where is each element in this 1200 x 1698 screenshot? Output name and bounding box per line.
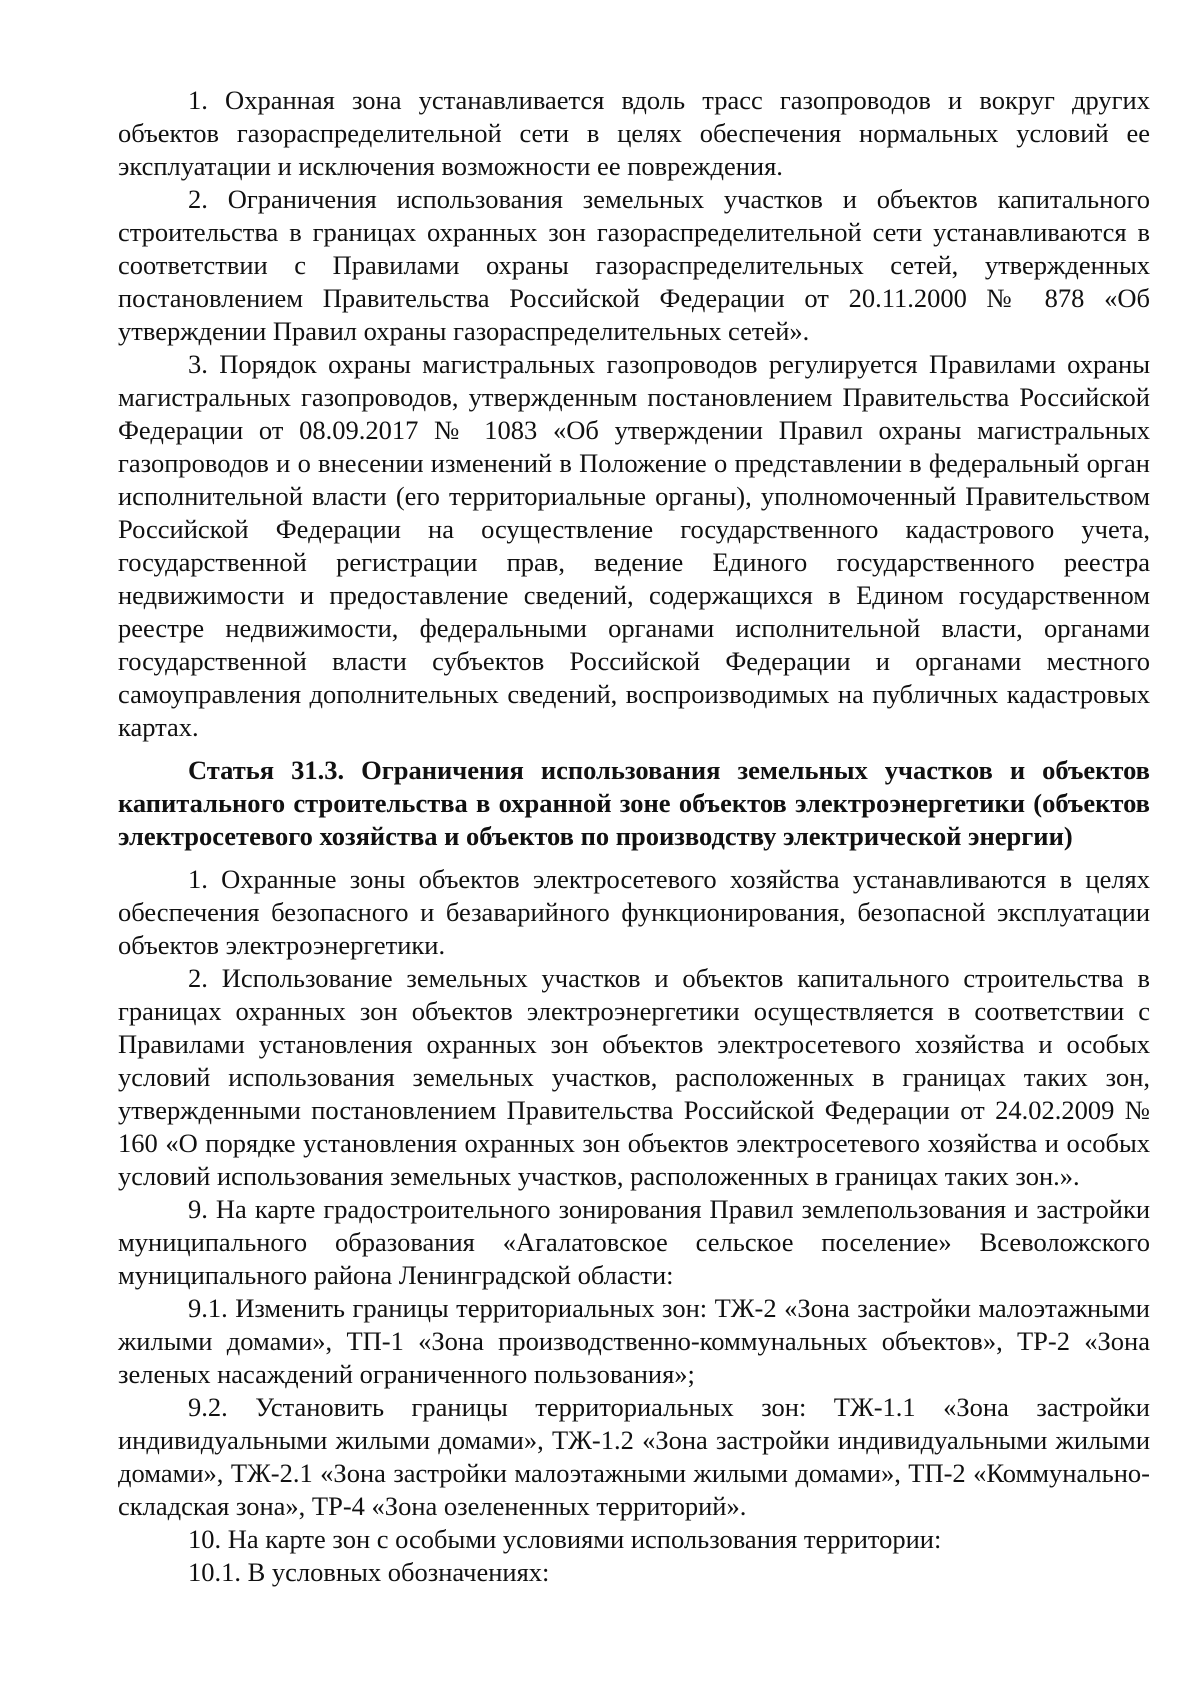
paragraph-item-9: 9. На карте градостроительного зонирования Правил землепользования и застройки муниципального образования «Агалатовское сельское поселение» Всеволожского муниципального района Ленинградской области: xyxy=(118,1194,1150,1290)
paragraph-item-9-1: 9.1. Изменить границы территориальных зон: ТЖ-2 «Зона застройки малоэтажными жилыми домами», ТП-1 «Зона производственно-коммунальных объектов», ТР-2 «Зона зеленых насаждений ограниченного пользования»; xyxy=(118,1293,1150,1389)
paragraph-item-10: 10. На карте зон с особыми условиями использования территории: xyxy=(188,1524,942,1554)
document-page xyxy=(118,84,1150,1589)
paragraph-gas-2: 2. Ограничения использования земельных участков и объектов капитального строительства в границах охранных зон газораспределительной сети устанавливаются в соответствии с Правилами охраны газораспределительных сетей, утвержденных постановлением Правительства Российской Федерации от 20.11.2000 № 878 «Об утверждении Правил охраны газораспределительных сетей». xyxy=(118,184,1150,346)
paragraph-item-10-1: 10.1. В условных обозначениях: xyxy=(188,1557,550,1587)
paragraph-gas-3: 3. Порядок охраны магистральных газопроводов регулируется Правилами охраны магистральных газопроводов, утвержденным постановлением Правительства Российской Федерации от 08.09.2017 № 1083 «Об утверждении Правил охраны магистральных газопроводов и о внесении изменений в Положение о представлении в федеральный орган исполнительной власти (его территориальные органы), уполномоченный Правительством Российской Федерации на осуществление государственного кадастрового учета, государственной регистрации прав, ведение Единого государственного реестра недвижимости и предоставление сведений, содержащихся в Едином государственном реестре недвижимости, федеральными органами исполнительной власти, органами государственной власти субъектов Российской Федерации и органами местного самоуправления дополнительных сведений, воспроизводимых на публичных кадастровых картах. xyxy=(118,349,1150,742)
article-heading: Статья 31.3. Ограничения использования земельных участков и объектов капитального строительства в охранной зоне объектов электроэнергетики (объектов электросетевого хозяйства и объектов по производству электрической энергии) xyxy=(118,755,1150,851)
paragraph-item-9-2: 9.2. Установить границы территориальных зон: ТЖ-1.1 «Зона застройки индивидуальными жилыми домами», ТЖ-1.2 «Зона застройки индивидуальными жилыми домами», ТЖ-2.1 «Зона застройки малоэтажными жилыми домами», ТП-2 «Коммунально-складская зона», ТР-4 «Зона озелененных территорий». xyxy=(118,1392,1150,1521)
paragraph-electric-1: 1. Охранные зоны объектов электросетевого хозяйства устанавливаются в целях обеспечения безопасного и безаварийного функционирования, безопасной эксплуатации объектов электроэнергетики. xyxy=(118,864,1150,960)
paragraph-gas-1: 1. Охранная зона устанавливается вдоль трасс газопроводов и вокруг других объектов газораспределительной сети в целях обеспечения нормальных условий ее эксплуатации и исключения возможности ее повреждения. xyxy=(118,85,1150,181)
paragraph-electric-2: 2. Использование земельных участков и объектов капитального строительства в границах охранных зон объектов электроэнергетики осуществляется в соответствии с Правилами установления охранных зон объектов электросетевого хозяйства и особых условий использования земельных участков, расположенных в границах таких зон, утвержденными постановлением Правительства Российской Федерации от 24.02.2009 № 160 «О порядке установления охранных зон объектов электросетевого хозяйства и особых условий использования земельных участков, расположенных в границах таких зон.». xyxy=(118,963,1150,1191)
